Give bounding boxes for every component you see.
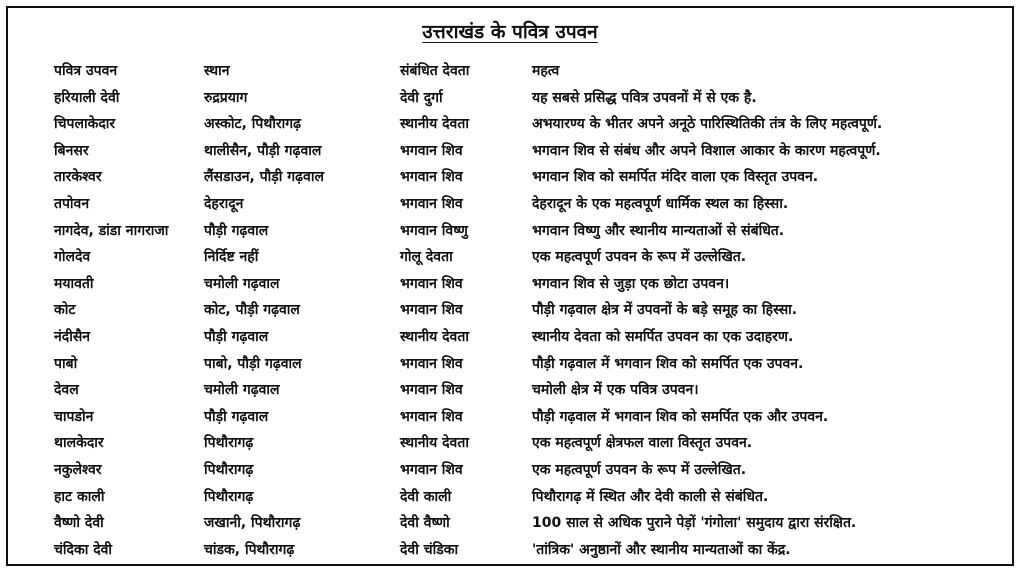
cell-deity: भगवान शिव [400,302,463,319]
cell-location: कोट, पौड़ी गढ़वाल [204,302,300,319]
cell-location: रुद्रप्रयाग [204,89,248,106]
cell-deity: देवी चंडिका [400,541,459,558]
cell-location: पिथौरागढ़ [204,488,254,505]
cell-location: चमोली गढ़वाल [204,275,280,292]
cell-location: थालीसैन, पौड़ी गढ़वाल [204,142,322,159]
cell-deity: स्थानीय देवता [400,435,469,452]
table-header-row [48,58,998,85]
cell-significance: भगवान विष्णु और स्थानीय मान्यताओं से संबंधित. [532,222,785,239]
cell-grove-name: देवल [54,382,79,399]
cell-location: पौड़ी गढ़वाल [204,222,269,239]
cell-grove-name: चिपलाकेदार [54,116,116,133]
cell-significance: एक महत्वपूर्ण क्षेत्रफल वाला विस्तृत उपवन. [532,435,753,452]
cell-location: अस्कोट, पिथौरागढ़ [204,116,302,133]
cell-deity: भगवान विष्णु [400,222,468,239]
cell-deity: भगवान शिव [400,461,463,478]
table-row [48,271,998,298]
cell-location: लैंसडाउन, पौड़ी गढ़वाल [204,169,324,186]
cell-significance: देहरादून के एक महत्वपूर्ण धार्मिक स्थल का हिस्सा. [532,195,789,212]
cell-deity: देवी वैष्णो [400,515,450,532]
cell-significance: भगवान शिव को समर्पित मंदिर वाला एक विस्तृत उपवन. [532,169,819,186]
cell-grove-name: हाट काली [54,488,105,505]
table-row [48,430,998,457]
cell-location: चांडक, पिथौरागढ़ [204,541,295,558]
table-row [48,164,998,191]
cell-significance: पौड़ी गढ़वाल क्षेत्र में उपवनों के बड़े समूह का हिस्सा. [532,302,798,319]
cell-location: देहरादून [204,195,244,212]
cell-deity: भगवान शिव [400,382,463,399]
cell-grove-name: चंदिका देवी [54,541,113,558]
cell-deity: भगवान शिव [400,275,463,292]
cell-location: पिथौरागढ़ [204,461,254,478]
cell-significance: एक महत्वपूर्ण उपवन के रूप में उल्लेखित. [532,461,747,478]
cell-grove-name: नागदेव, डांडा नागराजा [54,222,169,239]
table-row [48,191,998,218]
cell-deity: गोलू देवता [400,249,453,266]
cell-deity: भगवान शिव [400,169,463,186]
cell-grove-name: हरियाली देवी [54,89,120,106]
cell-grove-name: तपोवन [54,195,90,212]
cell-deity: भगवान शिव [400,195,463,212]
cell-significance: पौड़ी गढ़वाल में भगवान शिव को समर्पित एक उपवन. [532,355,804,372]
cell-deity: स्थानीय देवता [400,116,469,133]
cell-location: पाबो, पौड़ी गढ़वाल [204,355,302,372]
table-row [48,85,998,112]
table-row [48,404,998,431]
page-title: उत्तराखंड के पवित्र उपवन [422,21,598,43]
cell-grove-name: कोट [54,302,76,319]
cell-deity: स्थानीय देवता [400,328,469,345]
header-grove: पवित्र उपवन [54,63,118,79]
cell-significance: पौड़ी गढ़वाल में भगवान शिव को समर्पित एक और उपवन. [532,408,829,425]
table-row [48,351,998,378]
cell-significance: एक महत्वपूर्ण उपवन के रूप में उल्लेखित. [532,249,747,266]
cell-location: चमोली गढ़वाल [204,382,280,399]
cell-grove-name: नंदीसैन [54,328,91,345]
cell-significance: यह सबसे प्रसिद्ध पवित्र उपवनों में से एक है. [532,89,757,106]
cell-grove-name: बिनसर [54,142,89,159]
cell-deity: देवी काली [400,488,452,505]
cell-location: जखानी, पिथौरागढ़ [204,515,301,532]
cell-grove-name: चापडोन [54,408,94,425]
table-row [48,484,998,511]
groves-table [48,58,998,563]
cell-significance: स्थानीय देवता को समर्पित उपवन का एक उदाहरण. [532,328,794,345]
cell-significance: अभयारण्य के भीतर अपने अनूठे पारिस्थितिकी तंत्र के लिए महत्वपूर्ण. [532,116,883,133]
table-row [48,457,998,484]
cell-deity: भगवान शिव [400,142,463,159]
cell-grove-name: पाबो [54,355,78,372]
cell-deity: भगवान शिव [400,408,463,425]
header-deity: संबंधित देवता [400,63,470,79]
cell-location: पौड़ी गढ़वाल [204,328,269,345]
cell-grove-name: मयावती [54,275,94,292]
cell-grove-name: गोलदेव [54,249,91,266]
cell-significance: भगवान शिव से जुड़ा एक छोटा उपवन। [532,275,730,292]
table-row [48,324,998,351]
cell-significance: भगवान शिव से संबंध और अपने विशाल आकार के कारण महत्वपूर्ण. [532,142,881,159]
cell-location: निर्दिष्ट नहीं [204,249,259,266]
cell-deity: भगवान शिव [400,355,463,372]
cell-location: पौड़ी गढ़वाल [204,408,269,425]
table-row [48,138,998,165]
cell-grove-name: वैष्णो देवी [54,515,104,532]
table-row [48,377,998,404]
table-row [48,111,998,138]
cell-grove-name: नकुलेश्वर [54,461,102,478]
cell-deity: देवी दुर्गा [400,89,443,106]
slide-frame [6,6,1014,566]
table-row [48,510,998,537]
cell-grove-name: थालकेदार [54,435,104,452]
cell-significance: 100 साल से अधिक पुराने पेड़ों 'गंगोला' समुदाय द्वारा संरक्षित. [532,515,857,532]
table-row [48,297,998,324]
header-significance: महत्व [532,63,560,79]
cell-location: पिथौरागढ़ [204,435,254,452]
table-row [48,537,998,564]
header-location: स्थान [204,63,230,79]
table-row [48,218,998,245]
cell-significance: चमोली क्षेत्र में एक पवित्र उपवन। [532,382,699,399]
cell-grove-name: तारकेश्वर [54,169,102,186]
cell-significance: पिथौरागढ़ में स्थित और देवी काली से संबंधित. [532,488,769,505]
cell-significance: 'तांत्रिक' अनुष्ठानों और स्थानीय मान्यताओं का केंद्र. [532,541,791,558]
table-row [48,244,998,271]
